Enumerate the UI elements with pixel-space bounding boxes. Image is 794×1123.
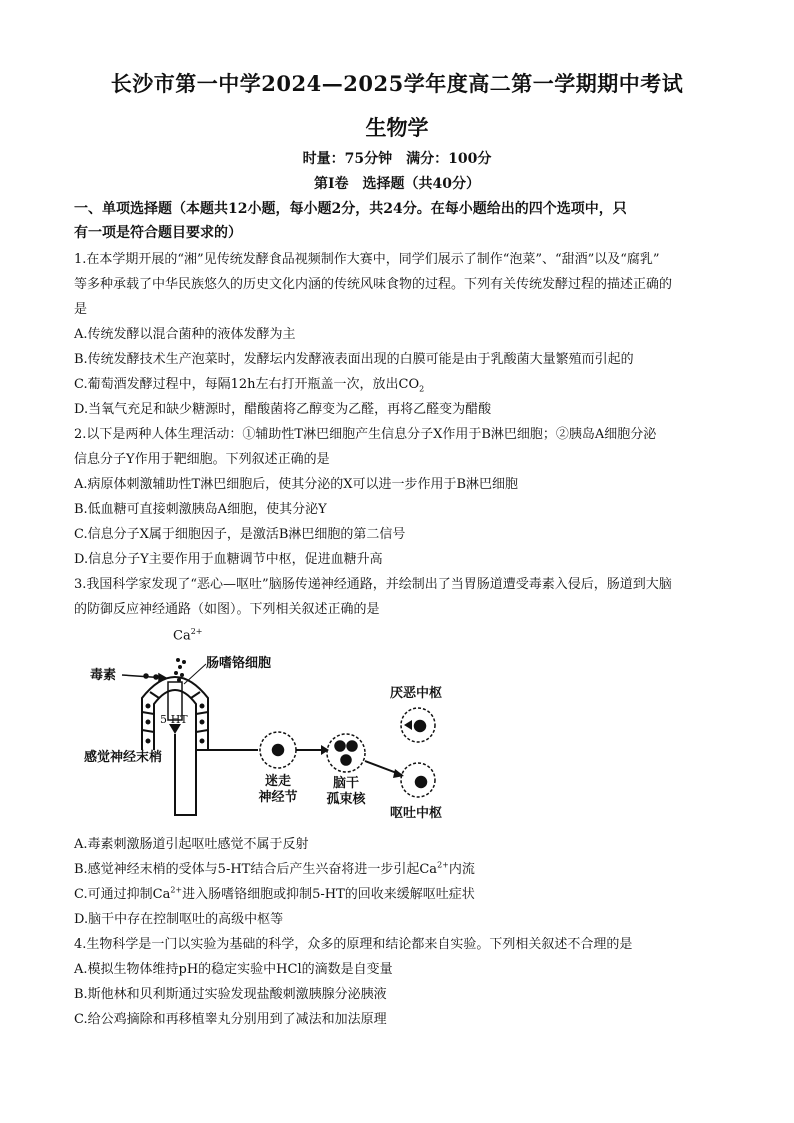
disgust-center <box>401 708 435 742</box>
vomiting-center-label: 呕吐中枢 <box>390 806 443 821</box>
q3-stem-line2: 的防御反应神经通路（如图）。下列相关叙述正确的是 <box>74 602 380 617</box>
sensory-terminal-label: 感觉神经末梢 <box>84 750 163 765</box>
q1-option-b: B.传统发酵技术生产泡菜时，发酵坛内发酵液表面出现的白膜可能是由于乳酸菌大量繁殖而引起的 <box>74 352 634 367</box>
q3-neural-pathway-figure <box>80 620 480 830</box>
brainstem-nucleus <box>327 734 365 772</box>
part-heading: 第Ⅰ卷 选择题（共40分） <box>313 176 481 192</box>
vagus-ganglion <box>260 732 296 768</box>
serotonin-label: 5-HT <box>160 713 188 726</box>
q1-stem-line2: 等多种承载了中华民族悠久的历史文化内涵的传统风味食物的过程。下列有关传统发酵过程的描述正确的 <box>74 277 673 292</box>
q1-option-a: A.传统发酵以混合菌种的液体发酵为主 <box>74 327 296 342</box>
q1-option-d: D.当氧气充足和缺少糖源时，醋酸菌将乙醇变为乙醛，再将乙醛变为醋酸 <box>74 402 492 417</box>
vomiting-center <box>401 763 435 797</box>
q2-option-d: D.信息分子Y主要作用于血糖调节中枢，促进血糖升高 <box>74 552 383 567</box>
q3-option-b: B.感觉神经末梢的受体与5-HT结合后产生兴奋将进一步引起$Ca^{2+}$内流 <box>74 860 475 877</box>
q3-stem-line1: 3.我国科学家发现了“恶心—呕吐”脑肠传递神经通路，并绘制出了当胃肠道遭受毒素入侵后，肠道到大脑 <box>74 577 672 592</box>
exam-title: 长沙市第一中学2024—2025学年度高二第一学期期中考试 <box>110 71 684 96</box>
q3-option-d: D.脑干中存在控制呕吐的高级中枢等 <box>74 912 284 927</box>
q1-stem-line1: 1.在本学期开展的“湘”见传统发酵食品视频制作大赛中，同学们展示了制作“泡菜”、“甜酒”以及“腐乳” <box>74 252 660 267</box>
q2-option-c: C.信息分子X属于细胞因子，是激活B淋巴细胞的第二信号 <box>74 527 406 542</box>
q3-option-a: A.毒素刺激肠道引起呕吐感觉不属于反射 <box>74 837 309 852</box>
section-heading-line1: 一、单项选择题（本题共12小题，每小题2分，共24分。在每小题给出的四个选项中，只 <box>74 201 627 217</box>
q4-option-a: A.模拟生物体维持pH的稳定实验中HCl的滴数是自变量 <box>74 962 393 977</box>
section-heading-line2: 有一项是符合题目要求的） <box>74 225 242 241</box>
toxin-arrow <box>122 674 166 682</box>
q4-option-b: B.斯他林和贝利斯通过实验发现盐酸刺激胰腺分泌胰液 <box>74 987 387 1002</box>
q1-stem-line3: 是 <box>74 302 88 317</box>
enterochromaffin-cell-label: 肠嗜铬细胞 <box>206 656 272 671</box>
q2-option-b: B.低血糖可直接刺激胰岛A细胞，使其分泌Y <box>74 502 327 517</box>
q1-option-c: C.葡萄酒发酵过程中，每隔12h左右打开瓶盖一次，放出$CO_2$ <box>74 377 425 394</box>
disgust-center-label: 厌恶中枢 <box>390 686 443 701</box>
q2-option-a: A.病原体刺激辅助性T淋巴细胞后，使其分泌的X可以进一步作用于B淋巴细胞 <box>74 477 518 492</box>
q4-option-c: C.给公鸡摘除和再移植睾丸分别用到了减法和加法原理 <box>74 1012 387 1027</box>
calcium-label: $Ca^{2+}$ <box>173 627 203 644</box>
q2-stem-line2: 信息分子Y作用于靶细胞。下列叙述正确的是 <box>74 452 330 467</box>
time-score: 时量：75分钟 满分：100分 <box>302 151 492 167</box>
q2-stem-line1: 2.以下是两种人体生理活动：①辅助性T淋巴细胞产生信息分子X作用于B淋巴细胞；②胰岛A细胞分泌 <box>74 427 657 442</box>
subject-title: 生物学 <box>365 115 429 140</box>
sensory-fiber <box>175 734 258 815</box>
vagus-ganglion-label: 迷走 神经节 <box>258 774 298 805</box>
cell-label-pointer <box>184 664 206 684</box>
brainstem-nucleus-label: 脑干 孤束核 <box>326 776 366 807</box>
toxin-label: 毒素 <box>90 668 117 683</box>
q3-option-c: C.可通过抑制$Ca^{2+}$进入肠嗜铬细胞或抑制5-HT的回收来缓解呕吐症状 <box>74 885 475 902</box>
q4-stem: 4.生物科学是一门以实验为基础的科学，众多的原理和结论都来自实验。下列相关叙述不合理的是 <box>74 937 633 952</box>
